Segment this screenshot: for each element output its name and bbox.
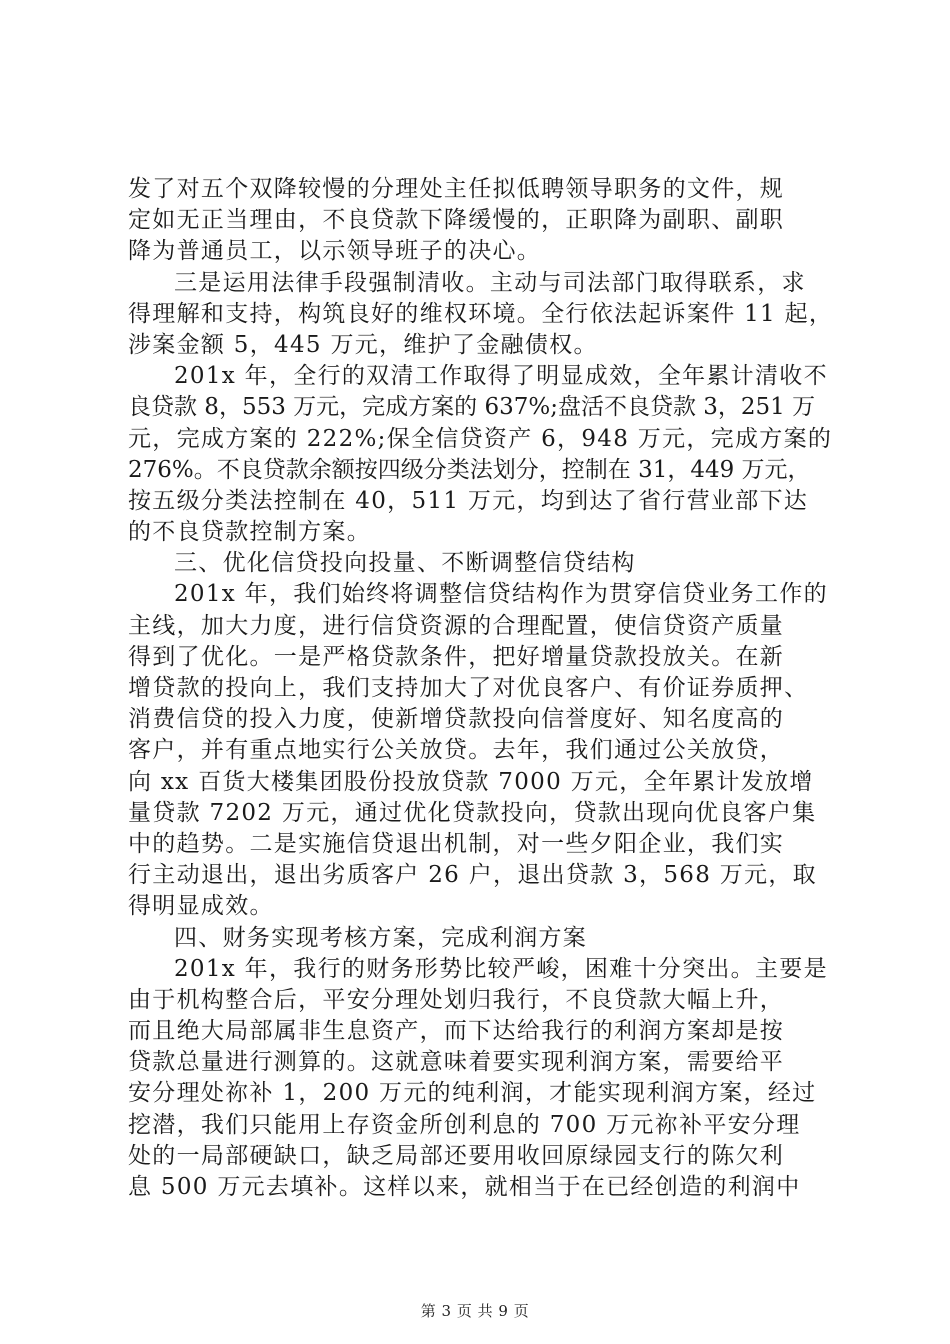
text-line: 中的趋势。二是实施信贷退出机制，对一些夕阳企业，我们实 [128,830,785,857]
text-line: 客户，并有重点地实行公关放贷。去年，我们通过公关放贷， [128,737,785,764]
text-line: 贷款总量进行测算的。这就意味着要实现利润方案，需要给平 [128,1049,785,1076]
text-line: 降为普通员工，以示领导班子的决心。 [128,238,542,265]
text-line: 量贷款 7202 万元，通过优化贷款投向，贷款出现向优良客户集 [128,799,817,826]
text-line: 消费信贷的投入力度，使新增贷款投向信誉度好、知名度高的 [128,706,785,733]
text-line: 发了对五个双降较慢的分理处主任拟低聘领导职务的文件，规 [128,176,785,202]
text-line: 得理解和支持，构筑良好的维权环境。全行依法起诉案件 11 起， [128,300,834,327]
text-line: 良贷款 8，553 万元，完成方案的 637%;盘活不良贷款 3，251 万 [128,394,816,421]
text-line: 涉案金额 5，445 万元，维护了金融债权。 [128,331,598,358]
text-line: 201x 年，我们始终将调整信贷结构作为贯穿信贷业务工作的 [174,581,828,608]
text-line: 三是运用法律手段强制清收。主动与司法部门取得联系，求 [174,269,806,296]
text-line: 元，完成方案的 222%;保全信贷资产 6，948 万元，完成方案的 [128,425,833,452]
page-number-footer: 第 3 页 共 9 页 [420,1302,530,1320]
text-line: 处的一局部硬缺口，缺乏局部还要用收回原绿园支行的陈欠利 [128,1142,785,1169]
text-line: 由于机构整合后，平安分理处划归我行，不良贷款大幅上升， [128,986,785,1013]
text-line: 主线，加大力度，进行信贷资源的合理配置，使信贷资产质量 [128,612,785,639]
text-line: 而且绝大局部属非生息资产，而下达给我行的利润方案却是按 [128,1018,785,1045]
text-line: 得明显成效。 [128,893,274,920]
document-body [128,174,840,1203]
text-line: 行主动退出，退出劣质客户 26 户，退出贷款 3，568 万元，取 [128,862,817,889]
text-line: 三、优化信贷投向投量、不断调整信贷结构 [174,550,636,577]
text-line: 向 xx 百货大楼集团股份投放贷款 7000 万元，全年累计发放增 [128,768,814,795]
text-line: 201x 年，全行的双清工作取得了明显成效，全年累计清收不 [174,363,828,390]
text-line: 按五级分类法控制在 40，511 万元，均到达了省行营业部下达 [128,487,809,514]
text-line: 四、财务实现考核方案，完成利润方案 [174,924,588,951]
text-line: 276%。不良贷款余额按四级分类法划分，控制在 31，449 万元， [128,456,811,483]
text-line: 得到了优化。一是严格贷款条件，把好增量贷款投放关。在新 [128,643,785,670]
text-line: 201x 年，我行的财务形势比较严峻，困难十分突出。主要是 [174,955,828,982]
text-line: 息 500 万元去填补。这样以来，就相当于在已经创造的利润中 [128,1174,801,1200]
text-line: 的不良贷款控制方案。 [128,519,371,546]
text-line: 挖潜，我们只能用上存资金所创利息的 700 万元祢补平安分理 [128,1111,801,1138]
text-line: 安分理处祢补 1，200 万元的纯利润，才能实现利润方案，经过 [128,1080,817,1107]
text-line: 增贷款的投向上，我们支持加大了对优良客户、有价证券质押、 [128,675,809,701]
text-line: 定如无正当理由，不良贷款下降缓慢的，正职降为副职、副职 [128,207,785,234]
